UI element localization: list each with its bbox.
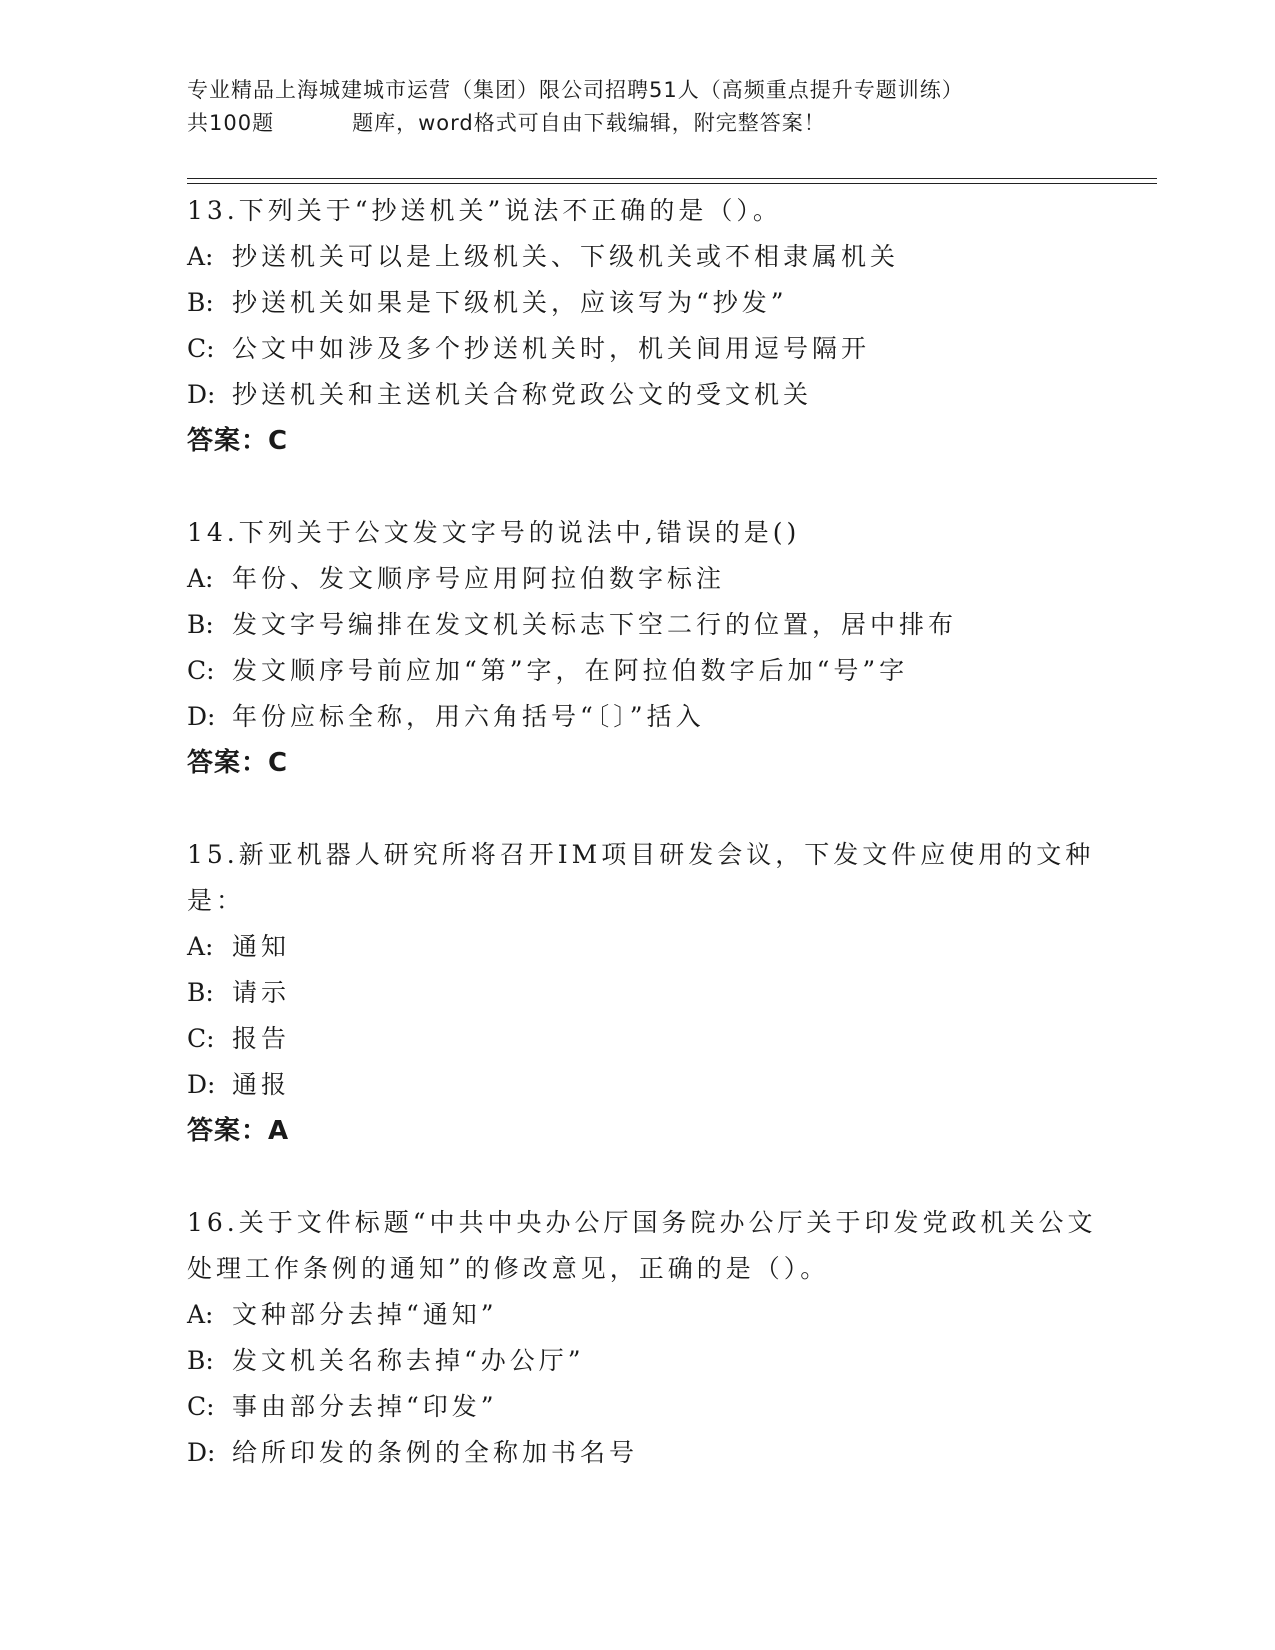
option-a <box>187 1292 1107 1338</box>
option-key: C: <box>187 1024 215 1053</box>
option-d <box>187 694 1107 740</box>
option-key: D: <box>187 702 216 731</box>
option-b <box>187 1338 1107 1384</box>
answer <box>187 740 1107 786</box>
option-key: D: <box>187 1070 216 1099</box>
question-13 <box>187 188 1107 464</box>
option-b <box>187 970 1107 1016</box>
question-14 <box>187 510 1107 786</box>
question-stem: 14.下列关于公文发文字号的说法中,错误的是() <box>187 518 801 547</box>
option-key: B: <box>187 1346 214 1375</box>
question-spacer <box>187 1154 1107 1200</box>
answer-label: 答案： <box>187 426 269 456</box>
option-text: 抄送机关如果是下级机关，应该写为“抄发” <box>232 288 788 317</box>
header-line-2 <box>187 107 1107 140</box>
question-spacer <box>187 786 1107 832</box>
option-key: B: <box>187 610 214 639</box>
answer-value: A <box>268 1116 290 1146</box>
option-text: 抄送机关和主送机关合称党政公文的受文机关 <box>232 380 813 409</box>
question-stem: 16.关于文件标题“中共中央办公厅国务院办公厅关于印发党政机关公文处理工作条例的通知”的修改意见，正确的是（）。 <box>187 1208 1097 1283</box>
option-text: 报告 <box>232 1024 291 1053</box>
answer-label: 答案： <box>187 1116 269 1146</box>
option-a <box>187 234 1107 280</box>
option-text: 抄送机关可以是上级机关、下级机关或不相隶属机关 <box>232 242 900 271</box>
option-a <box>187 924 1107 970</box>
option-key: A: <box>187 932 214 961</box>
answer-label: 答案： <box>187 748 269 778</box>
option-key: B: <box>187 288 214 317</box>
answer-value: C <box>268 748 289 778</box>
option-d <box>187 1062 1107 1108</box>
header-description: 题库，word格式可自由下载编辑，附完整答案！ <box>352 111 826 135</box>
option-b <box>187 280 1107 326</box>
question-16 <box>187 1200 1107 1476</box>
option-key: C: <box>187 656 215 685</box>
header-line-1: 专业精品上海城建城市运营（集团）限公司招聘51人（高频重点提升专题训练） <box>187 78 964 102</box>
option-key: A: <box>187 564 214 593</box>
option-c <box>187 1384 1107 1430</box>
option-c <box>187 1016 1107 1062</box>
option-d <box>187 1430 1107 1476</box>
option-key: C: <box>187 1392 215 1421</box>
option-key: C: <box>187 334 215 363</box>
answer <box>187 418 1107 464</box>
answer <box>187 1108 1107 1154</box>
option-a <box>187 556 1107 602</box>
option-b <box>187 602 1107 648</box>
option-key: A: <box>187 242 214 271</box>
answer-value: C <box>268 426 289 456</box>
option-text: 发文机关名称去掉“办公厅” <box>232 1346 585 1375</box>
question-15 <box>187 832 1107 1154</box>
option-text: 发文字号编排在发文机关标志下空二行的位置，居中排布 <box>232 610 958 639</box>
option-key: A: <box>187 1300 214 1329</box>
option-text: 给所印发的条例的全称加书名号 <box>232 1438 639 1467</box>
option-text: 年份、发文顺序号应用阿拉伯数字标注 <box>232 564 726 593</box>
option-key: B: <box>187 978 214 1007</box>
option-text: 年份应标全称，用六角括号“〔〕”括入 <box>232 702 705 731</box>
question-spacer <box>187 464 1107 510</box>
option-text: 发文顺序号前应加“第”字，在阿拉伯数字后加“号”字 <box>232 656 909 685</box>
option-key: D: <box>187 1438 216 1467</box>
option-c <box>187 648 1107 694</box>
option-text: 公文中如涉及多个抄送机关时，机关间用逗号隔开 <box>232 334 871 363</box>
option-text: 事由部分去掉“印发” <box>232 1392 498 1421</box>
question-stem: 13.下列关于“抄送机关”说法不正确的是（）。 <box>187 196 782 225</box>
option-text: 通报 <box>232 1070 291 1099</box>
option-text: 文种部分去掉“通知” <box>232 1300 498 1329</box>
option-d <box>187 372 1107 418</box>
option-text: 请示 <box>232 978 291 1007</box>
option-text: 通知 <box>232 932 291 961</box>
header-question-count: 共100题 <box>187 111 275 135</box>
header-rule-top <box>187 178 1157 179</box>
option-c <box>187 326 1107 372</box>
header-rule-bottom <box>187 183 1157 184</box>
option-key: D: <box>187 380 216 409</box>
question-list <box>187 188 1107 1476</box>
question-stem: 15.新亚机器人研究所将召开IM项目研发会议，下发文件应使用的文种是： <box>187 840 1095 915</box>
document-header <box>187 74 1107 140</box>
